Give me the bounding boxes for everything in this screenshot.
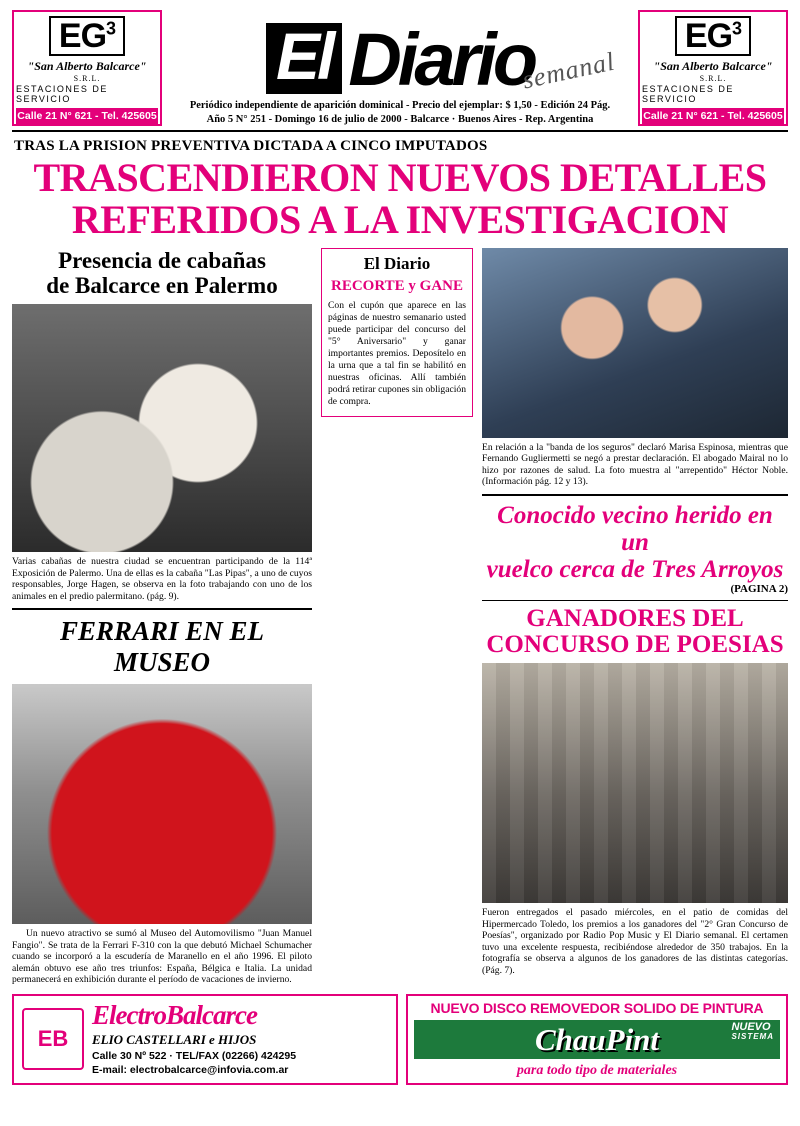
seguros-caption: En relación a la "banda de los seguros" declaró Marisa Espinosa, mientras que Fernando Gugliermetti se negó a prestar declaración. El abogado Mairal no lo hizo por razones de salud. La foto muestra al "arrepentido" Héctor Noble. (Información pág. 12 y 13). [482, 441, 788, 488]
masthead-ad-left[interactable] [12, 10, 162, 126]
chaupint-badge-line-2: SISTEMA [731, 1031, 774, 1041]
recorte-box-subtitle: RECORTE y GANE [331, 277, 463, 294]
divider-left-1 [12, 608, 312, 610]
eg3-logo-text-right: EG [684, 17, 733, 55]
ad-left-contact: Calle 21 N° 621 - Tel. 425605 [17, 110, 157, 122]
chaupint-badge [731, 1022, 774, 1041]
newspaper-logo [168, 10, 632, 102]
ad-left-subtitle: ESTACIONES DE SERVICIO [16, 84, 108, 104]
vuelco-page-reference: (PAGINA 2) [730, 582, 788, 595]
chaupint-tagline-bottom: para todo tipo de materiales [516, 1062, 678, 1078]
ad-right-srl: S.R.L. [699, 74, 727, 83]
logo-diario: Diario [348, 18, 535, 102]
recorte-box-title: El Diario [363, 253, 431, 273]
ad-left-name: "San Alberto Balcarce" [27, 59, 147, 73]
electrobalcarce-email: E-mail: electrobalcarce@infovia.com.ar [92, 1064, 289, 1077]
seguros-band-photo [482, 248, 788, 438]
ferrari-headline: FERRARI EN EL MUSEO [59, 616, 265, 678]
electrobalcarce-name: ElectroBalcarce [92, 1000, 257, 1031]
logo-el: El [266, 23, 342, 94]
recorte-y-gane-box[interactable] [321, 248, 473, 417]
ganadores-headline: GANADORES DEL CONCURSO DE POESIAS [486, 604, 784, 659]
vuelco-headline-line-1: Conocido vecino herido en un [497, 501, 773, 556]
eg3-logo-text-left: EG [58, 17, 107, 55]
chaupint-brand-band [414, 1020, 780, 1059]
vuelco-headline-line-2: vuelco cerca de Tres Arroyos [486, 555, 784, 583]
eg3-logo-sup-right: 3 [732, 18, 742, 39]
ad-left-srl: S.R.L. [73, 74, 101, 83]
masthead-subtitle-2: Año 5 N° 251 - Domingo 16 de julio de 2000 - Balcarce · Buenos Aires - Rep. Argentina [206, 114, 594, 125]
palermo-caption: Varias cabañas de nuestra ciudad se encuentran participando de la 114ª Exposición de Palermo. Una de ellas es la cabaña "Las Pipas", a uno de cuyos responsables, Jorge Hagen, se observa en la foto trabajando con uno de los animales en el predio palermitano. (pág. 9). [12, 556, 312, 602]
electrobalcarce-text [92, 1002, 296, 1076]
palermo-headline-line-2: de Balcarce en Palermo [46, 273, 278, 299]
masthead [12, 10, 788, 132]
ferrari-f310-photo [12, 684, 312, 924]
electrobalcarce-crest-icon: EB [22, 1008, 84, 1070]
chaupint-tagline-top: NUEVO DISCO REMOVEDOR SOLIDO DE PINTURA [430, 999, 764, 1016]
newspaper-title-block [168, 10, 632, 126]
eg3-logo-right [675, 16, 751, 56]
ad-right-name: "San Alberto Balcarce" [653, 59, 773, 73]
ganadores-caption: Fueron entregados el pasado miércoles, en el patio de comidas del Hipermercado Toledo, los premios a los ganadores del "2° Gran Concurso de Poesías", organizado por Radio Pop Music y El Diario semanal. El certamen tuvo una excelente respuesta, recibiéndose alrededor de 350 trabajos. En la fotografía se observa a algunos de los ganadores de las distintas categorías. (Pág. 7). [482, 907, 788, 976]
lead-headline-line-1: TRASCENDIERON NUEVOS DETALLES [33, 155, 767, 200]
lead-headline [12, 157, 788, 242]
ad-right-subtitle: ESTACIONES DE SERVICIO [642, 84, 734, 104]
lead-headline-line-2: REFERIDOS A LA INVESTIGACION [71, 197, 729, 243]
bottom-advertisements [12, 994, 788, 1085]
ad-right-contact: Calle 21 N° 621 - Tel. 425605 [643, 110, 783, 122]
ferrari-caption: Un nuevo atractivo se sumó al Museo del Automovilismo "Juan Manuel Fangio". Se trata de la Ferrari F-310 con la que debutó Michael Schumacher cuando se incorporó a la escudería de Maranello en el año 1996. El piloto alemán obtuvo ese año tres triunfos: España, Bélgica e Italia. La unidad permanecerá en exhibición durante el período de vacaciones de invierno. [12, 928, 312, 986]
ad-electrobalcarce[interactable] [12, 994, 398, 1085]
chaupint-brand-name: ChauPint [534, 1021, 660, 1057]
ad-chaupint[interactable] [406, 994, 788, 1085]
chaupint-badge-line-1: NUEVO [731, 1020, 771, 1033]
divider-right-2 [482, 600, 788, 601]
electrobalcarce-owner: ELIO CASTELLARI e HIJOS [92, 1032, 257, 1048]
eg3-logo-sup-left: 3 [106, 18, 116, 39]
column-left [12, 248, 312, 986]
palermo-cattle-photo [12, 304, 312, 552]
eg3-logo-left [49, 16, 125, 56]
column-right [482, 248, 788, 986]
divider-right-1 [482, 494, 788, 496]
recorte-box-text: Con el cupón que aparece en las páginas de nuestro semanario usted puede participar del concurso del "5° Aniversario" y ganar importantes premios. Deposítelo en la urna que a tal fin se habilitó en nuestras oficinas. Allí también podrá retirar cupones sin obligación de compra. [328, 299, 466, 407]
masthead-ad-right[interactable] [638, 10, 788, 126]
palermo-headline-line-1: Presencia de cabañas [58, 247, 266, 273]
lead-kicker: TRAS LA PRISION PREVENTIVA DICTADA A CINCO IMPUTADOS [14, 138, 488, 154]
masthead-subtitle-1: Periódico independiente de aparición dominical - Precio del ejemplar: $ 1,50 - Edición 24 Pág. [189, 100, 611, 111]
content-columns [12, 248, 788, 986]
poetry-contest-winners-photo [482, 663, 788, 903]
electrobalcarce-address: Calle 30 Nº 522 · TEL/FAX (02266) 424295 [92, 1050, 297, 1063]
logo-semanal: semanal [520, 46, 618, 95]
column-middle [321, 248, 473, 986]
